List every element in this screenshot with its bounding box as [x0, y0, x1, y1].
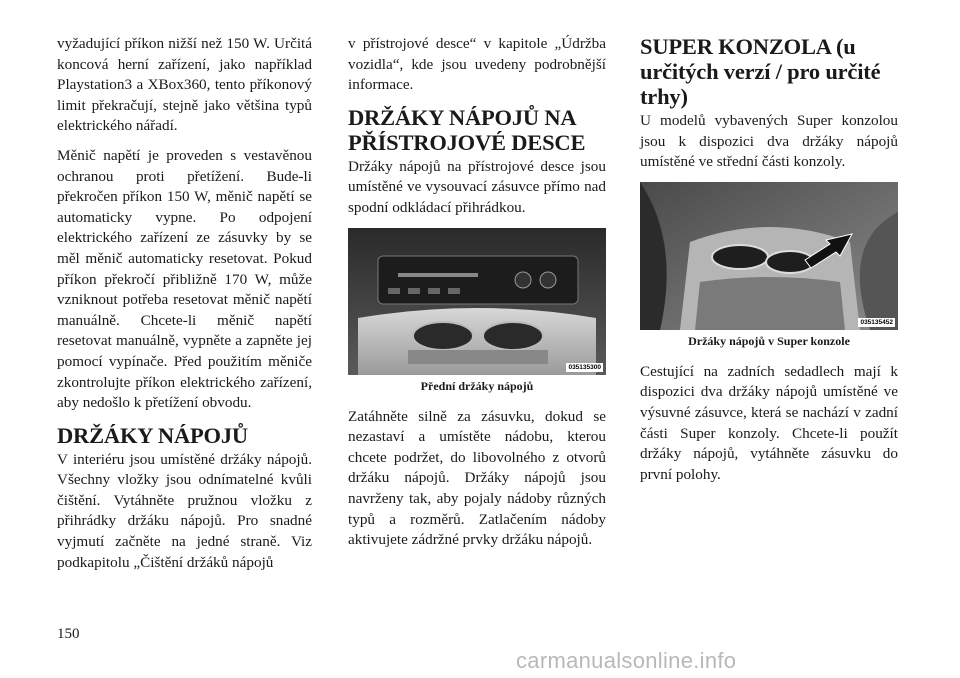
figure-code: 035135452: [860, 318, 893, 326]
column-right: [640, 34, 898, 494]
front-cup-holders-photo: [348, 228, 606, 375]
page-number: 150: [57, 626, 80, 642]
heading-cup-holders: DRŽÁKY NÁPOJŮ: [57, 422, 248, 448]
heading-super-console: SUPER KONZOLA (u určitých verzí / pro určité trhy): [640, 34, 881, 109]
paragraph-inverter-limit: vyžadující příkon nižší než 150 W. Určitá koncová herní zařízení, jako například Playstation3 a XBox360, tento příkonový limit překračují, stejně jako většina typů elektrického nářadí.: [57, 35, 312, 135]
paragraph-drawer-usage: Zatáhněte silně za zásuvku, dokud se nezastaví a umístěte nádobu, kterou chcete podržet, do libovolného z otvorů držáku nápojů. Držáky nápojů jsou navrženy tak, aby pojaly nádoby různých typů a rozměrů. Zatlačením nádoby aktivujete zádržné prvky držáku nápojů.: [348, 407, 606, 549]
paragraph-continued: v přístrojové desce“ v kapitole „Údržba vozidla“, kde jsou uvedeny podrobnější informace.: [348, 35, 606, 94]
heading-dashboard-cup-holders: DRŽÁKY NÁPOJŮ NA PŘÍSTROJOVÉ DESCE: [348, 104, 586, 155]
figure-code: 035135300: [568, 363, 601, 371]
caption-super-console: Držáky nápojů v Super konzole: [688, 333, 850, 348]
column-left: [57, 34, 312, 582]
paragraph-overload-protection: Měnič napětí je proveden s vestavěnou ochranou proti přetížení. Bude-li překročen příkon 150 W, měnič napětí se automaticky vypne. Po odpojení elektrického zařízení ze zásuvky by se měl měnič automaticky resetovat. Pokud příkon překročí přibližně 170 W, může vzniknout potřeba resetovat měnič napětí manuálně. Chcete-li měnič napětí resetovat manuálně, vypněte a zapněte jej pomocí vypínače. Před použitím měniče zkontrolujte příkon elektrického zařízení, aby nedošlo k přetížení obvodu.: [57, 146, 312, 412]
paragraph-rear-cup-holders: Cestující na zadních sedadlech mají k dispozici dva držáky nápojů umístěné ve výsuvné zásuvce, která se nachází v zadní části Super konzoly. Chcete-li použít držáky nápojů, vytáhněte zásuvku do první polohy.: [640, 362, 898, 483]
caption-front-cup-holders: Přední držáky nápojů: [420, 378, 534, 393]
watermark: carmanualsonline.info: [516, 648, 737, 673]
column-middle: [348, 34, 606, 560]
paragraph-cup-holders-intro: V interiéru jsou umístěné držáky nápojů. Všechny vložky jsou odnímatelné kvůli čištění. Vytáhněte pružnou vložku z přihrádky držáku nápojů. Pro snadné vyjmutí začněte na jedné straně. Viz podkapitolu „Čištění držáků nápojů: [57, 450, 312, 571]
super-console-photo: [640, 182, 898, 330]
paragraph-dashboard-drawer: Držáky nápojů na přístrojové desce jsou umístěné ve vysouvací zásuvce přímo nad spodní odkládací přihrádkou.: [348, 157, 606, 216]
paragraph-super-console-intro: U modelů vybavených Super konzolou jsou k dispozici dva držáky nápojů umístěné ve střední části konzoly.: [640, 112, 898, 171]
